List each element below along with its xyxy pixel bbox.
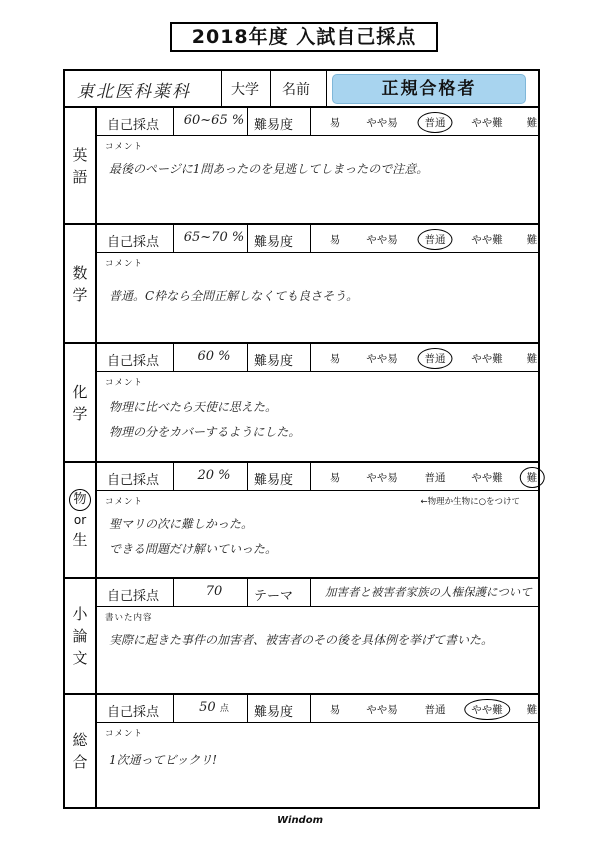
difficulty-option: やや難 bbox=[471, 472, 503, 484]
difficulty-label: 難易度 bbox=[254, 473, 294, 488]
difficulty-option: 難 bbox=[526, 234, 538, 246]
difficulty-option: やや易 bbox=[366, 117, 398, 129]
difficulty-option: 普通 bbox=[424, 704, 446, 716]
section-physics-biology bbox=[65, 463, 538, 579]
difficulty-option: 易 bbox=[329, 117, 341, 129]
comment-label: コメント bbox=[105, 497, 144, 507]
score-row bbox=[97, 579, 538, 607]
form-header bbox=[65, 71, 538, 108]
difficulty-label: 難易度 bbox=[254, 235, 294, 250]
score-row bbox=[97, 695, 538, 723]
section-overall bbox=[65, 695, 538, 807]
score-row bbox=[97, 344, 538, 372]
theme-value: 加害者と被害者家族の人権保護について bbox=[325, 585, 532, 599]
section-english bbox=[65, 108, 538, 225]
subject-label: 数 学 bbox=[65, 225, 97, 342]
difficulty-option: やや難 bbox=[471, 117, 503, 129]
difficulty-option-selected: 普通 bbox=[418, 112, 453, 133]
school-name: 東北医科薬科 bbox=[77, 82, 191, 102]
subject-label: 総 合 bbox=[65, 695, 97, 807]
difficulty-option: 普通 bbox=[424, 472, 446, 484]
score-value: 70 bbox=[205, 584, 223, 599]
difficulty-label: 難易度 bbox=[254, 705, 294, 720]
difficulty-option-selected: 普通 bbox=[418, 229, 453, 250]
section-math bbox=[65, 225, 538, 344]
comment-label: コメント bbox=[105, 142, 144, 152]
difficulty-label: 難易度 bbox=[254, 118, 294, 133]
difficulty-option: 難 bbox=[526, 704, 538, 716]
subject-label: 化 学 bbox=[65, 344, 97, 461]
section-essay bbox=[65, 579, 538, 695]
score-row bbox=[97, 108, 538, 136]
score-row bbox=[97, 225, 538, 253]
daigaku-label: 大学 bbox=[231, 82, 259, 98]
difficulty-option: 易 bbox=[329, 234, 341, 246]
comment-text: 最後のページに1問あったのを見逃してしまったので注意。 bbox=[109, 162, 429, 176]
difficulty-option-selected: やや難 bbox=[464, 699, 510, 720]
difficulty-option-selected: 難 bbox=[520, 467, 545, 488]
difficulty-option: 易 bbox=[329, 353, 341, 365]
difficulty-option: やや難 bbox=[471, 234, 503, 246]
score-value: 60~65 % bbox=[183, 113, 245, 128]
written-content-label: 書いた内容 bbox=[105, 613, 153, 623]
score-form bbox=[63, 69, 540, 809]
difficulty-option: 易 bbox=[329, 704, 341, 716]
theme-label: テーマ bbox=[254, 589, 294, 604]
difficulty-option: やや易 bbox=[366, 472, 398, 484]
name-label: 名前 bbox=[282, 82, 310, 98]
instruction-note: ←物理か生物に○をつけて bbox=[420, 497, 520, 507]
difficulty-option: 難 bbox=[526, 353, 538, 365]
name-value: 正規合格者 bbox=[332, 74, 526, 104]
score-label: 自己採点 bbox=[107, 235, 160, 250]
difficulty-option: やや易 bbox=[366, 704, 398, 716]
score-label: 自己採点 bbox=[107, 118, 160, 133]
subject-label: 英 語 bbox=[65, 108, 97, 223]
subject-label: 小 論 文 bbox=[65, 579, 97, 693]
comment-label: コメント bbox=[105, 378, 144, 388]
score-value: 65~70 % bbox=[183, 230, 245, 245]
subject-selected-circle: 物 bbox=[69, 489, 91, 511]
comment-text: 実際に起きた事件の加害者、被害者のその後を具体例を挙げて書いた。 bbox=[109, 633, 494, 647]
score-value: 50 点 bbox=[199, 700, 229, 715]
difficulty-option-selected: 普通 bbox=[418, 348, 453, 369]
comment-text: 聖マリの次に難しかった。 bbox=[109, 517, 254, 531]
comment-text: 1次通ってビックリ! bbox=[109, 753, 217, 767]
footer-brand: Windom bbox=[276, 815, 324, 826]
score-row bbox=[97, 463, 538, 491]
difficulty-option: やや難 bbox=[471, 353, 503, 365]
comment-text: 物理の分をカバーするようにした。 bbox=[109, 425, 301, 439]
score-label: 自己採点 bbox=[107, 589, 160, 604]
page-title: 2018年度 入試自己採点 bbox=[170, 22, 438, 52]
comment-text: できる問題だけ解いていった。 bbox=[109, 542, 278, 556]
section-chemistry bbox=[65, 344, 538, 463]
score-label: 自己採点 bbox=[107, 705, 160, 720]
difficulty-option: 難 bbox=[526, 117, 538, 129]
score-label: 自己採点 bbox=[107, 354, 160, 369]
score-value: 60 % bbox=[197, 349, 231, 364]
subject-label: 物 or 生 bbox=[65, 463, 97, 577]
comment-label: コメント bbox=[105, 259, 144, 269]
comment-text: 普通。C枠なら全問正解しなくても良さそう。 bbox=[109, 289, 359, 303]
comment-label: コメント bbox=[105, 729, 144, 739]
score-label: 自己採点 bbox=[107, 473, 160, 488]
comment-text: 物理に比べたら天使に思えた。 bbox=[109, 400, 278, 414]
difficulty-option: やや易 bbox=[366, 234, 398, 246]
score-value: 20 % bbox=[197, 468, 231, 483]
difficulty-label: 難易度 bbox=[254, 354, 294, 369]
difficulty-option: やや易 bbox=[366, 353, 398, 365]
difficulty-option: 易 bbox=[329, 472, 341, 484]
